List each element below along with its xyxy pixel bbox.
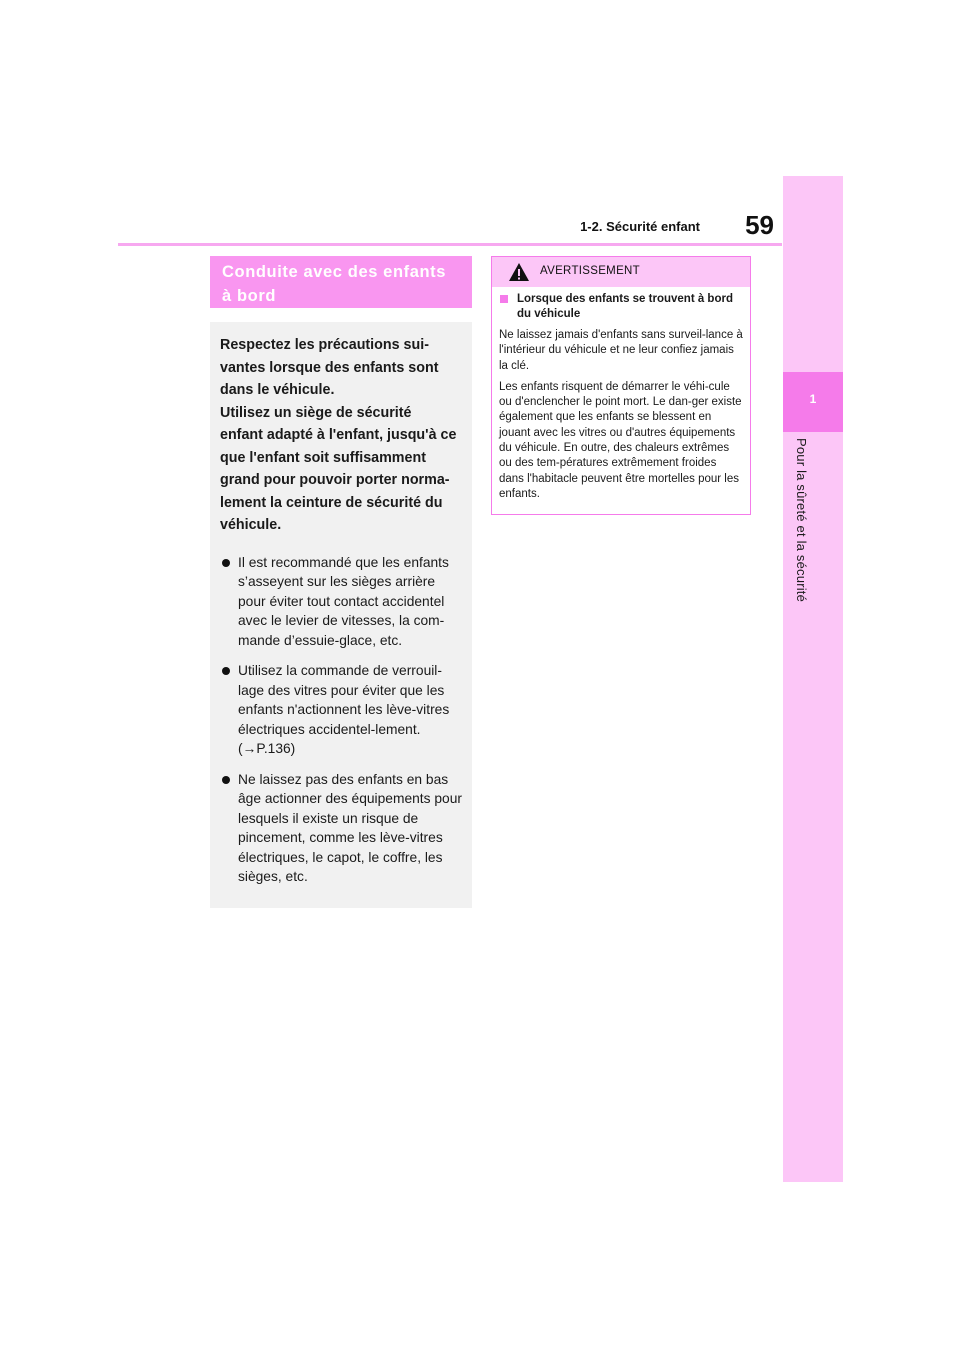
chapter-side-tab	[783, 176, 843, 1182]
bullet-item	[220, 770, 462, 887]
warning-subtitle	[499, 292, 743, 322]
section-heading-line2: à bord	[222, 287, 277, 305]
bullet-dot-icon	[222, 667, 230, 675]
warning-header	[492, 257, 750, 287]
warning-body	[492, 287, 750, 514]
bullet-list	[220, 553, 462, 887]
bullet-item	[220, 661, 462, 759]
intro-line: lement la ceinture de sécurité du	[220, 494, 443, 511]
section-heading	[210, 256, 472, 308]
section-title: 1-2. Sécurité enfant	[580, 219, 700, 234]
page-number: 59	[745, 210, 774, 240]
chapter-number: 1	[809, 392, 817, 406]
content-box	[210, 322, 472, 908]
bullet-item	[220, 553, 462, 651]
warning-paragraph: Les enfants risquent de démarrer le véhi-cule ou d'enclencher le point mort. Le dan-ger existe également que les enfants se blessent en jouant avec les vitres ou d'autres équipements du véhicule. En outre, des chaleurs extrêmes ou des tem-pératures extrêmement froides dans l'habitacle peuvent être mortelles pour les enfants.	[499, 380, 742, 500]
bullet-dot-icon	[222, 559, 230, 567]
chapter-label: Pour la sûreté et la sécurité	[794, 438, 809, 603]
intro-line: Respectez les précautions sui-	[220, 337, 429, 353]
bullet-text: Ne laissez pas des enfants en bas âge actionner des équipements pour lesquels il existe un risque de pincement, comme les lève-vitres électriques, le capot, le coffre, les sièges, etc.	[238, 771, 462, 884]
intro-line: grand pour pouvoir porter norma-	[220, 472, 450, 488]
warning-title: AVERTISSEMENT	[540, 265, 640, 277]
section-heading-line1: Conduite avec des enfants	[222, 263, 447, 281]
intro-line: Utilisez un siège de sécurité	[220, 404, 412, 421]
intro-line: enfant adapté à l'enfant, jusqu'à ce	[220, 427, 457, 443]
intro-text	[220, 334, 462, 537]
warning-box	[491, 256, 751, 515]
intro-line: que l'enfant soit suffisamment	[220, 449, 426, 466]
intro-line: dans le véhicule.	[220, 382, 335, 398]
intro-line: véhicule.	[220, 517, 282, 533]
square-bullet-icon	[500, 295, 508, 303]
bullet-text: Il est recommandé que les enfants s’asseyent sur les sièges arrière pour éviter tout contact accidentel avec le levier de vitesses, la com-mande d’essuie-glace, etc.	[238, 554, 449, 648]
left-column	[210, 256, 472, 908]
bullet-dot-icon	[222, 776, 230, 784]
warning-triangle-icon	[508, 262, 530, 282]
bullet-text: Utilisez la commande de verrouil-lage des vitres pour éviter que les enfants n'actionnent les lève-vitres électriques accidentel-lement. (→P.136)	[238, 663, 450, 756]
header-rule	[118, 243, 782, 246]
intro-line: vantes lorsque des enfants sont	[220, 359, 439, 376]
warning-paragraph: Ne laissez jamais d'enfants sans surveil-lance à l'intérieur du véhicule et ne leur confiez jamais la clé.	[499, 329, 743, 372]
warning-subtitle-text: Lorsque des enfants se trouvent à bord du véhicule	[517, 293, 733, 320]
